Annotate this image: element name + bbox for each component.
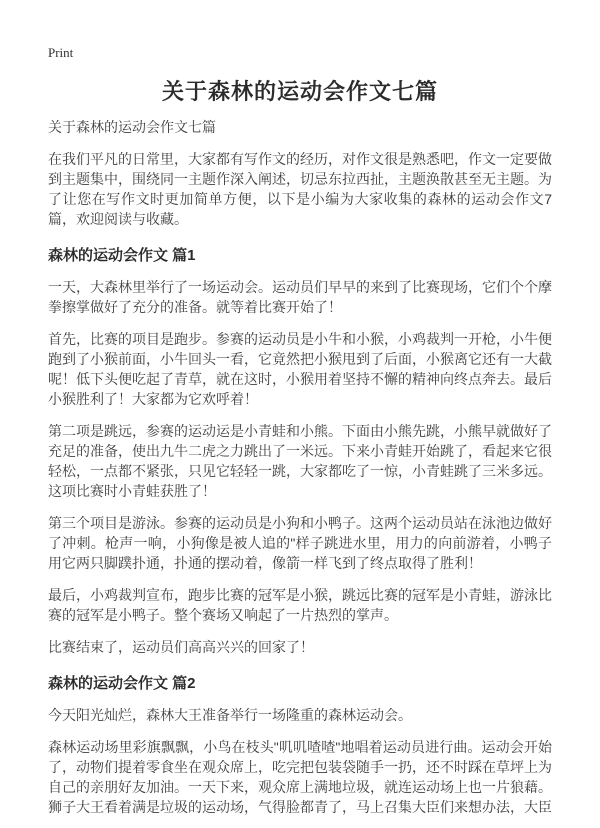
- essay-paragraph: 第三个项目是游泳。参赛的运动员是小狗和小鸭子。这两个运动员站在泳池边做好了冲刺。枪声一响，小狗像是被人追的"样子跳进水里，用力的向前游着，小鸭子用它两只脚蹼扑通，扑通的摆动着，像箭一样飞到了终点取得了胜利！: [48, 515, 552, 571]
- intro-paragraph: 在我们平凡的日常里，大家都有写作文的经历，对作文很是熟悉吧，作文一定要做到主题集中，围绕同一主题作深入阐述，切忌东拉西扯，主题涣散甚至无主题。为了让您在写作文时更加简单方便，以下是小编为大家收集的森林的运动会作文7篇，欢迎阅读与收藏。: [48, 151, 552, 227]
- page-title: 关于森林的运动会作文七篇: [161, 79, 438, 104]
- section-heading-essay-2: 森林的运动会作文 篇2: [48, 675, 196, 692]
- article-subtitle: 关于森林的运动会作文七篇: [48, 119, 216, 135]
- essay-paragraph: 一天，大森林里举行了一场运动会。运动员们早早的来到了比赛现场，它们个个摩拳擦掌做好了充分的准备。就等着比赛开始了！: [48, 279, 552, 315]
- essay-paragraph: 首先，比赛的项目是跑步。参赛的运动员是小牛和小猴，小鸡裁判一开枪，小牛便跑到了小猴前面，小牛回头一看，它竟然把小猴甩到了后面，小猴离它还有一大截呢！低下头便吃起了青草，就在这时，小猴用着坚持不懈的精神向终点奔去。最后小猴胜利了！大家都为它欢呼着！: [48, 331, 552, 407]
- essay-paragraph: 森林运动场里彩旗飘飘，小鸟在枝头"叽叽喳喳"地唱着运动员进行曲。运动会开始了，动物们提着零食坐在观众席上，吃完把包装袋随手一扔，还不时踩在草坪上为自己的亲朋好友加油。一天下来，观众席上满地垃圾，就连运动场上也一片狼藉。狮子大王看着满是垃圾的运动场，气得脸都青了，马上召集大臣们来想办法，大臣: [48, 739, 552, 815]
- essay-paragraph: 今天阳光灿烂，森林大王准备举行一场隆重的森林运动会。: [48, 707, 412, 723]
- essay-paragraph: 比赛结束了，运动员们高高兴兴的回家了！: [48, 639, 314, 655]
- essay-paragraph: 第二项是跳远，参赛的运动运是小青蛙和小熊。下面由小熊先跳，小熊早就做好了充足的准备，使出九牛二虎之力跳出了一米远。下来小青蛙开始跳了，看起来它很轻松，一点都不紧张，只见它轻轻一跳，大家都吃了一惊，小青蛙跳了三米多远。这项比赛时小青蛙获胜了！: [48, 423, 552, 499]
- print-link[interactable]: Print: [48, 45, 74, 60]
- section-heading-essay-1: 森林的运动会作文 篇1: [48, 247, 196, 264]
- essay-paragraph: 最后，小鸡裁判宣布，跑步比赛的冠军是小猴，跳远比赛的冠军是小青蛙，游泳比赛的冠军是小鸭子。整个赛场又响起了一片热烈的掌声。: [48, 587, 552, 623]
